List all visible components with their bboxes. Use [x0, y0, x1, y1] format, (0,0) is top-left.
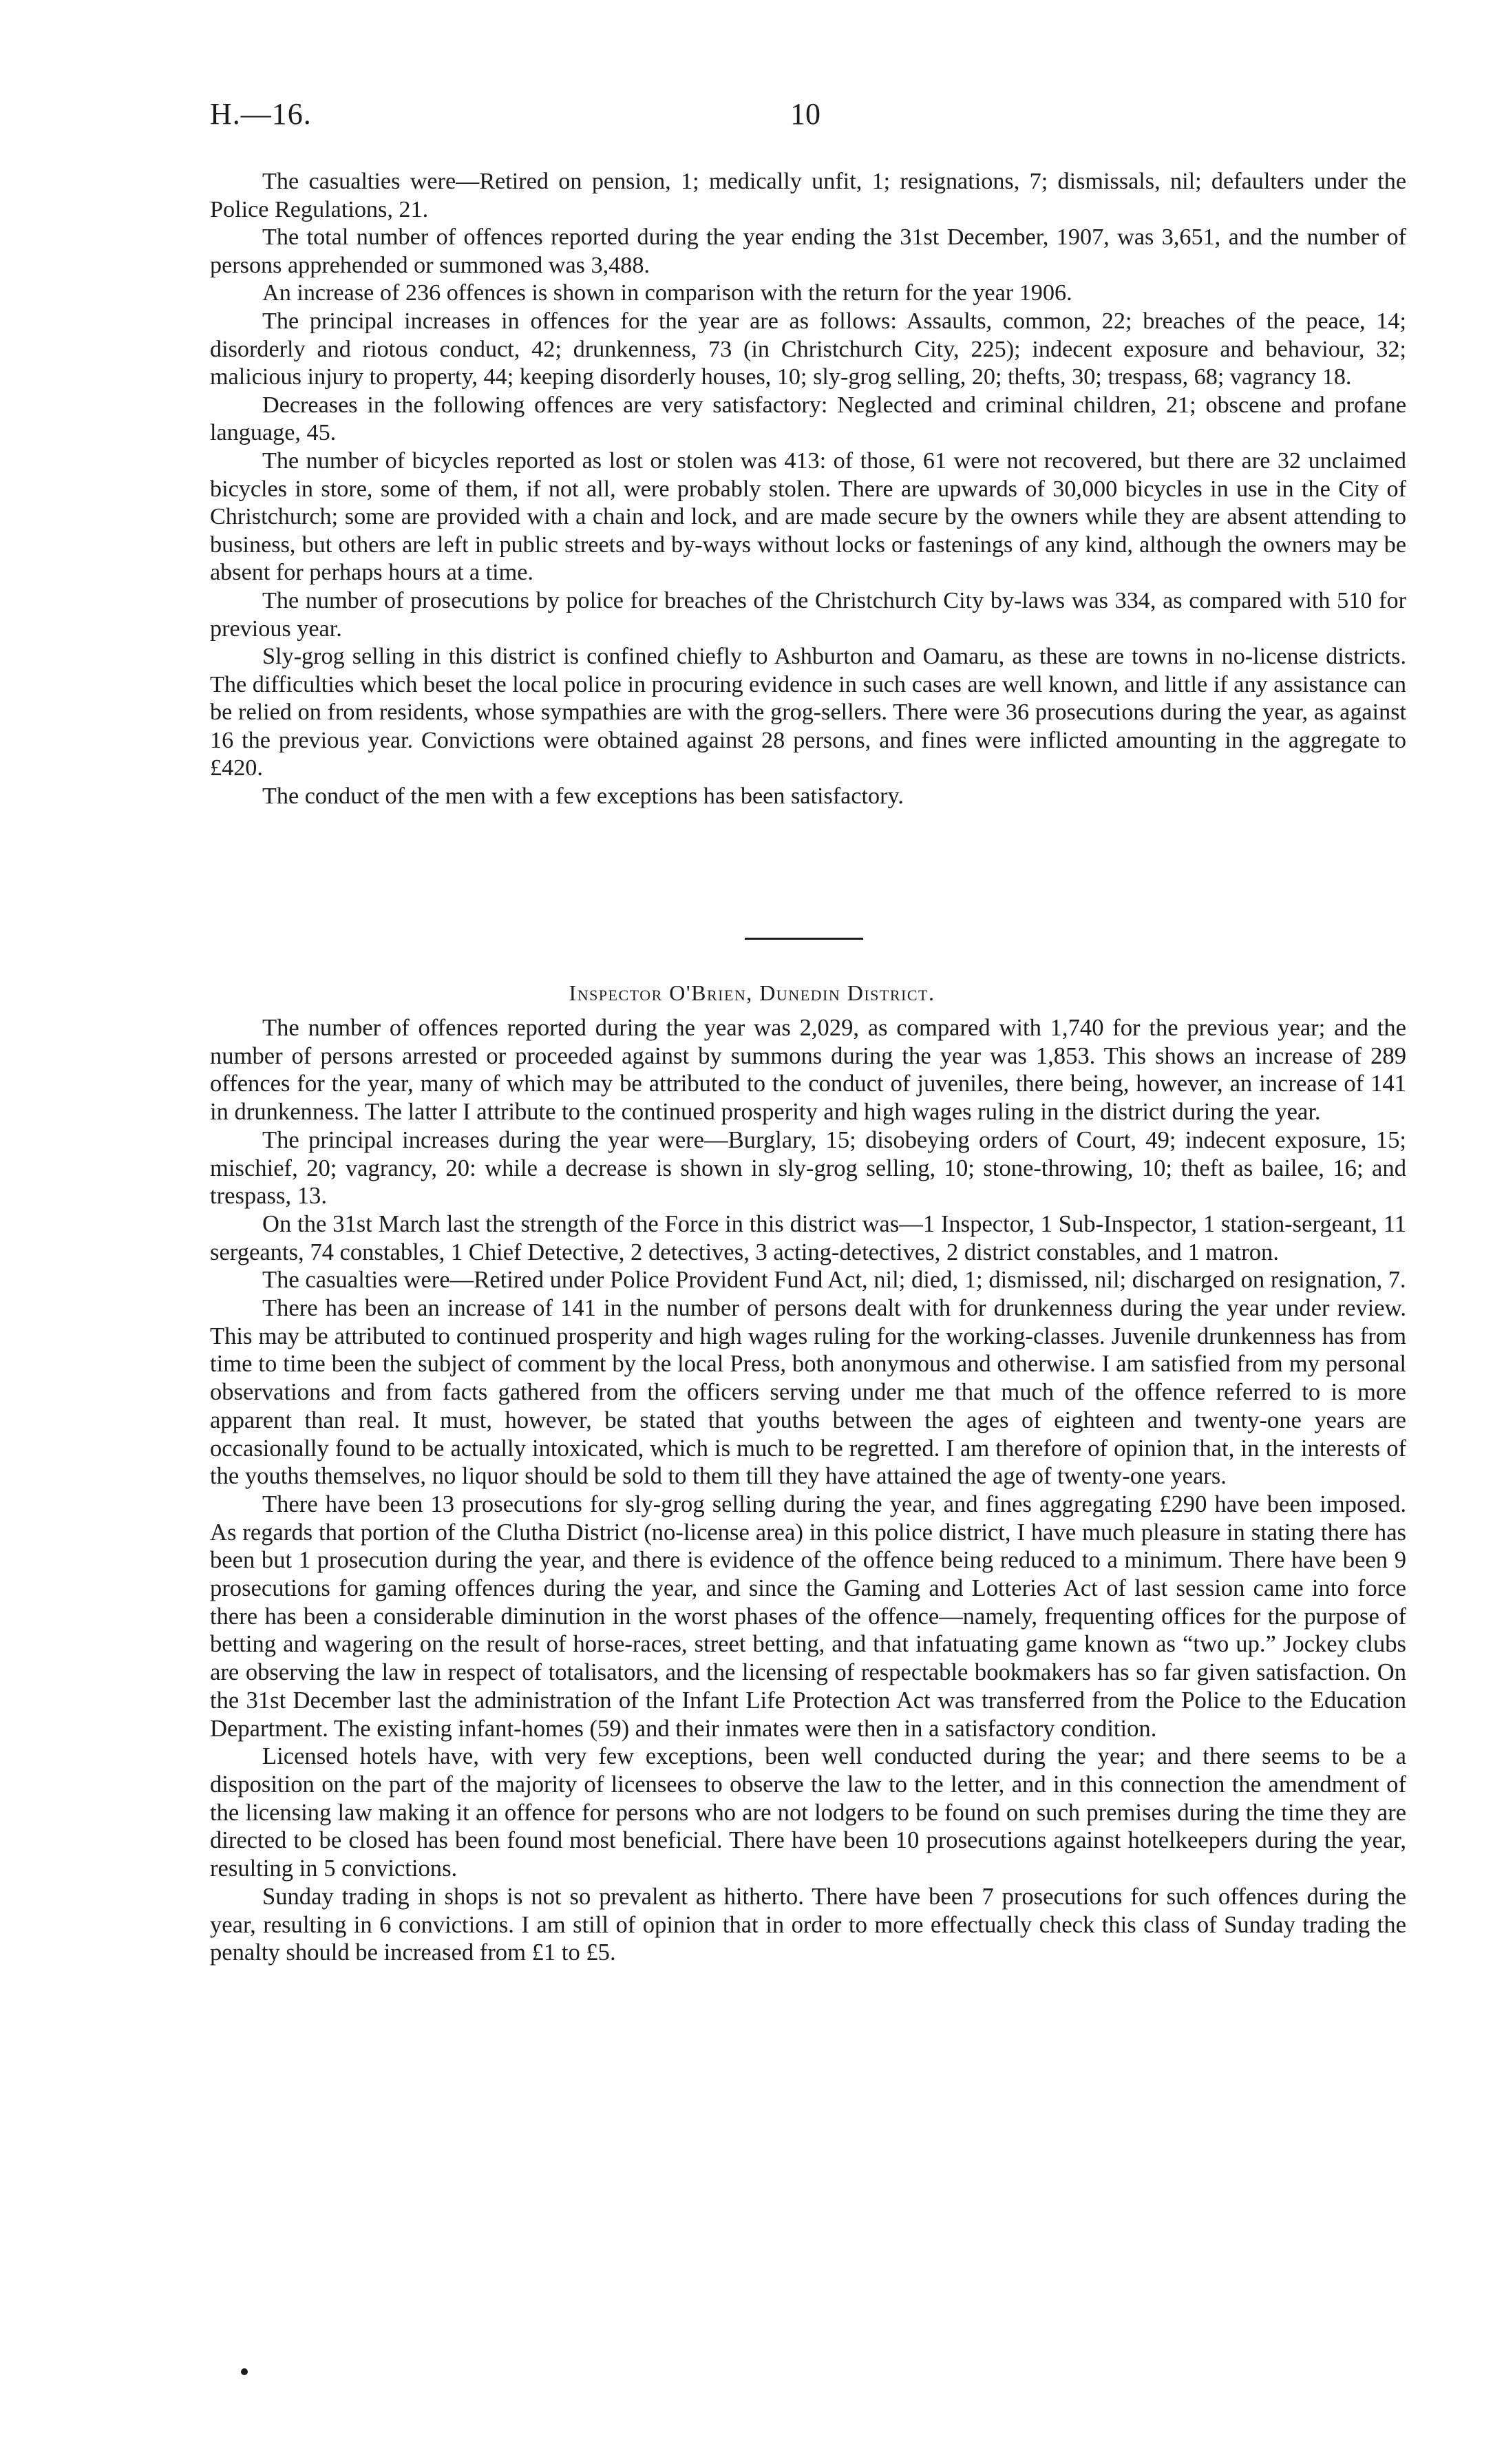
paragraph-force-strength: On the 31st March last the strength of the Force in this district was—1 Inspector, 1 Sub-Inspector, 1 station-sergeant, 11 sergeants, 74 constables, 1 Chief Detective, 2 detectives, 3 acting-detectives, 2 district constables, and 1 matron.: [210, 1210, 1406, 1265]
canterbury-report-section: [210, 168, 1406, 811]
paragraph-principal-increases: The principal increases in offences for the year are as follows: Assaults, common, 22; breaches of the peace, 14; disorderly and riotous conduct, 42; drunkenness, 73 (in Christchurch City, 225); indecent exposure and behaviour, 32; malicious injury to property, 44; keeping disorderly houses, 10; sly-grog selling, 20; thefts, 30; trespass, 68; vagrancy 18.: [210, 308, 1406, 390]
paragraph-casualties: The casualties were—Retired under Police Provident Fund Act, nil; died, 1; dismissed, nil; discharged on resignation, 7.: [262, 1267, 1406, 1294]
paragraph-total-offences: The total number of offences reported during the year ending the 31st December, 1907, was 3,651, and the number of persons apprehended or summoned was 3,488.: [210, 224, 1406, 278]
document-reference: H.—16.: [210, 97, 312, 131]
paragraph-increase: An increase of 236 offences is shown in comparison with the return for the year 1906.: [262, 280, 1072, 306]
paragraph-licensed-hotels: Licensed hotels have, with very few exceptions, been well conducted during the year; and there seems to be a disposition on the part of the majority of licensees to observe the law to the letter, and in this connection the amendment of the licensing law making it an offence for persons who are not lodgers to be found on such premises during the time they are directed to be closed has been found most beneficial. There have been 10 prosecutions against hotelkeepers during the year, resulting in 5 convictions.: [210, 1743, 1406, 1882]
paragraph-bylaw-prosecutions: The number of prosecutions by police for breaches of the Christchurch City by-laws was 334, as compared with 510 for previous year.: [210, 587, 1406, 642]
paragraph-sly-grog-gaming: There have been 13 prosecutions for sly-grog selling during the year, and fines aggregating £290 have been imposed. As regards that portion of the Clutha District (no-license area) in this police district, I have much pleasure in stating there has been but 1 prosecution during the year, and there is evidence of the offence being reduced to a minimum. There have been 9 prosecutions for gaming offences during the year, and since the Gaming and Lotteries Act of last session came into force there has been a considerable diminution in the worst phases of the offence—namely, frequenting offices for the purpose of betting and wagering on the result of horse-races, street betting, and that infatuating game known as “two up.” Jockey clubs are observing the law in respect of totalisators, and the licensing of respectable bookmakers has so far given satisfaction. On the 31st December last the administration of the Infant Life Protection Act was transferred from the Police to the Education Department. The existing infant-homes (59) and their inmates were then in a satisfactory condition.: [210, 1491, 1406, 1742]
paragraph-principal-increases: The principal increases during the year were—Burglary, 15; disobeying orders of Court, 49; indecent exposure, 15; mischief, 20; vagrancy, 20: while a decrease is shown in sly-grog selling, 10; stone-throwing, 10; theft as bailee, 16; and trespass, 13.: [210, 1126, 1406, 1210]
page-number: 10: [790, 97, 820, 131]
paragraph-bicycles: The number of bicycles reported as lost or stolen was 413: of those, 61 were not recovered, but there are 32 unclaimed bicycles in store, some of them, if not all, were probably stolen. There are upwards of 30,000 bicycles in use in the City of Christchurch; some are provided with a chain and lock, and are made secure by the owners while they are absent attending to business, but others are left in public streets and by-ways without locks or fastenings of any kind, although the owners may be absent for perhaps hours at a time.: [210, 447, 1406, 586]
paragraph-offences-reported: The number of offences reported during the year was 2,029, as compared with 1,740 for the previous year; and the number of persons arrested or proceeded against by summons during the year was 1,853. This shows an increase of 289 offences for the year, many of which may be attributed to the conduct of juveniles, there being, however, an increase of 141 in drunkenness. The latter I attribute to the continued prosperity and high wages ruling in the district during the year.: [210, 1015, 1406, 1126]
margin-mark: [241, 2368, 248, 2375]
paragraph-decreases: Decreases in the following offences are very satisfactory: Neglected and criminal children, 21; obscene and profane language, 45.: [210, 392, 1406, 446]
page-header: [0, 96, 1504, 145]
paragraph-sly-grog: Sly-grog selling in this district is confined chiefly to Ashburton and Oamaru, as these are towns in no-license districts. The difficulties which beset the local police in procuring evidence in such cases are well known, and little if any assistance can be relied on from residents, whose sympathies are with the grog-sellers. There were 36 prosecutions during the year, as against 16 the previous year. Convictions were obtained against 28 persons, and fines were inflicted amounting in the aggregate to £420.: [210, 644, 1406, 781]
paragraph-drunkenness: There has been an increase of 141 in the number of persons dealt with for drunkenness during the year under review. This may be attributed to continued prosperity and high wages ruling for the working-classes. Juvenile drunkenness has from time to time been the subject of comment by the local Press, both anonymous and otherwise. I am satisfied from my personal observations and from facts gathered from the officers serving under me that much of the offence referred to is more apparent than real. It must, however, be stated that youths between the ages of eighteen and twenty-one years are occasionally found to be actually intoxicated, which is much to be regretted. I am therefore of opinion that, in the interests of the youths themselves, no liquor should be sold to them till they have attained the age of twenty-one years.: [210, 1295, 1406, 1490]
section-heading: Inspector O'Brien, Dunedin District.: [569, 980, 935, 1005]
dunedin-report-section: [210, 1014, 1406, 1967]
paragraph-casualties: The casualties were—Retired on pension, 1; medically unfit, 1; resignations, 7; dismissals, nil; defaulters under the Police Regulations, 21.: [210, 169, 1406, 222]
section-divider: [745, 938, 863, 940]
paragraph-conduct: The conduct of the men with a few exceptions has been satisfactory.: [262, 783, 904, 810]
paragraph-sunday-trading: Sunday trading in shops is not so prevalent as hitherto. There have been 7 prosecutions for such offences during the year, resulting in 6 convictions. I am still of opinion that in order to more effectually check this class of Sunday trading the penalty should be increased from £1 to £5.: [210, 1883, 1406, 1966]
